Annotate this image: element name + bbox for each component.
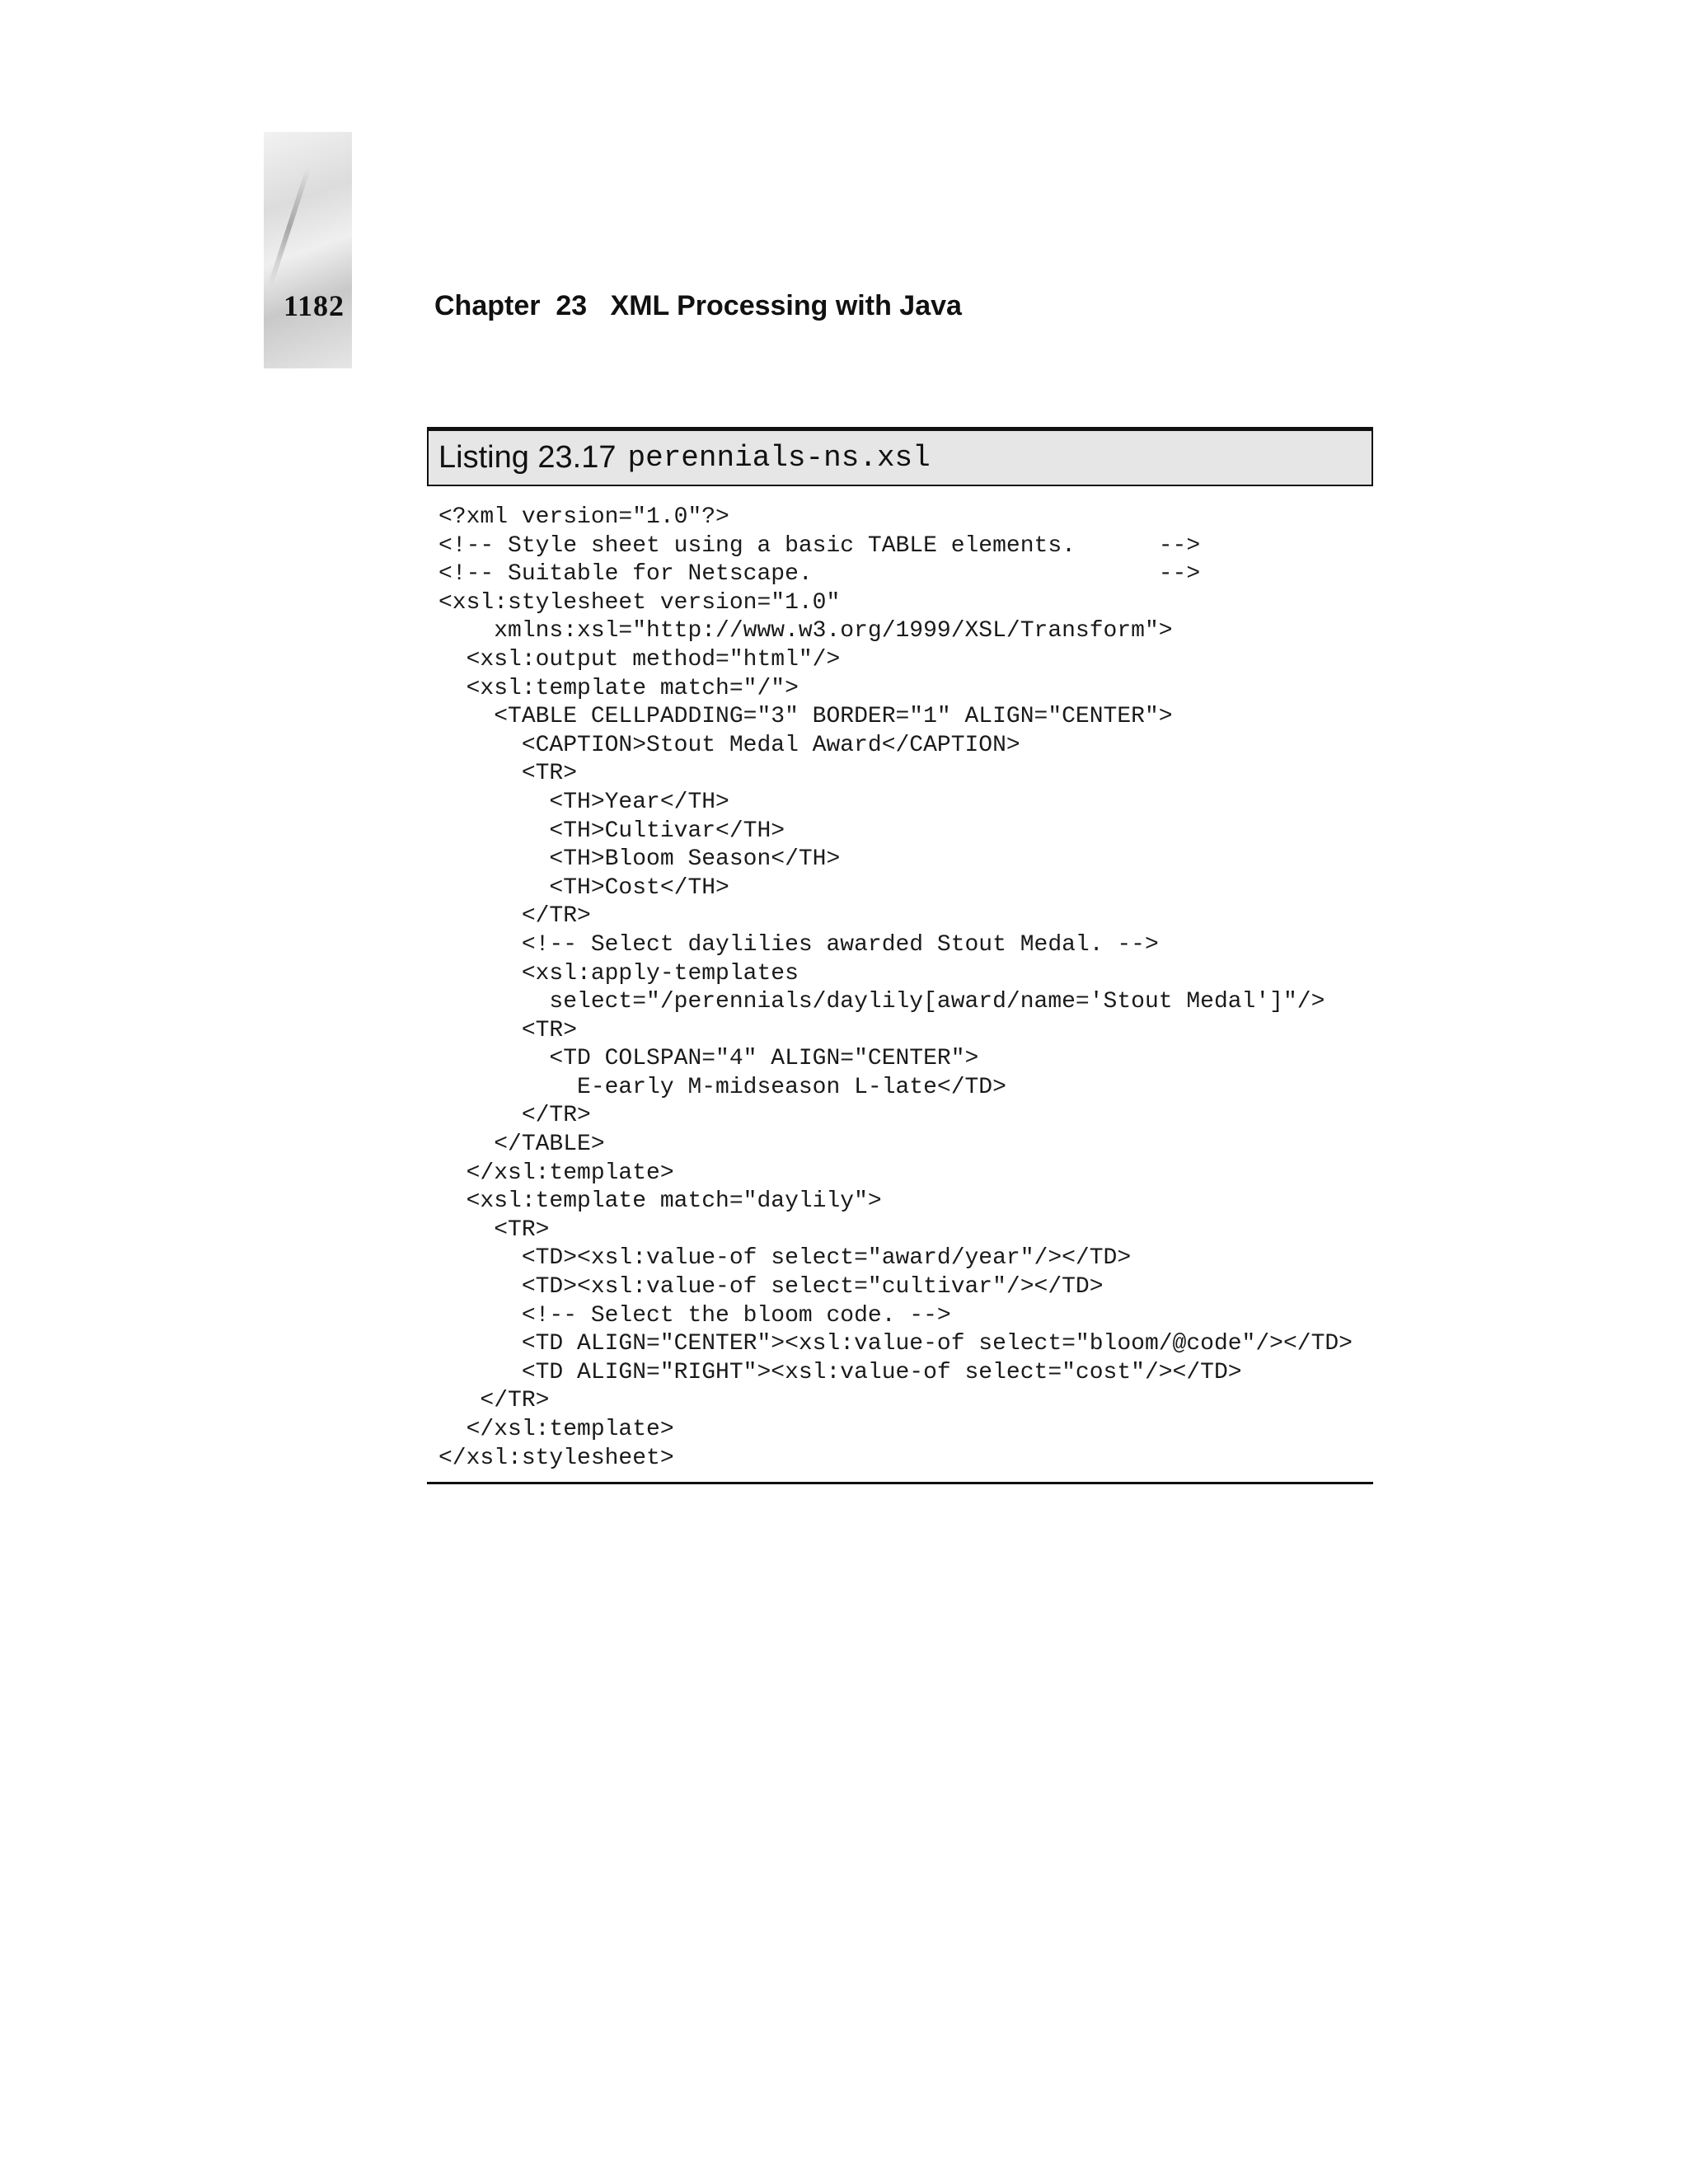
- code-line: </xsl:template>: [438, 1160, 674, 1186]
- code-line: <TABLE CELLPADDING="3" BORDER="1" ALIGN="CENTER">: [438, 704, 1173, 730]
- code-line: <xsl:stylesheet version="1.0": [438, 589, 841, 616]
- code-line: <xsl:output method="html"/>: [438, 646, 841, 673]
- code-line: <!-- Suitable for Netscape. -->: [438, 561, 1201, 588]
- code-listing: [438, 504, 1353, 1473]
- listing-bottom-rule: [427, 1482, 1373, 1484]
- code-line: E-early M-midseason L-late</TD>: [438, 1074, 1006, 1100]
- code-line: <xsl:template match="daylily">: [438, 1188, 882, 1215]
- code-line: <TH>Year</TH>: [438, 789, 729, 815]
- code-line: <TR>: [438, 1017, 578, 1043]
- code-line: <TD ALIGN="RIGHT"><xsl:value-of select="cost"/></TD>: [438, 1359, 1242, 1385]
- code-line: <TR>: [438, 761, 578, 787]
- code-line: <TD><xsl:value-of select="cultivar"/></TD>: [438, 1274, 1104, 1301]
- page-edge-thumb-tab: [264, 132, 352, 368]
- code-line: xmlns:xsl="http://www.w3.org/1999/XSL/Transform">: [438, 618, 1173, 644]
- code-line: <xsl:apply-templates: [438, 960, 799, 987]
- code-line: <!-- Select daylilies awarded Stout Medal. -->: [438, 931, 1159, 958]
- listing-filename: perennials-ns.xsl: [627, 441, 931, 475]
- code-line: <xsl:template match="/">: [438, 675, 799, 701]
- code-line: <CAPTION>Stout Medal Award</CAPTION>: [438, 732, 1020, 758]
- code-line: </TR>: [438, 1388, 550, 1414]
- marble-streak: [268, 167, 311, 287]
- code-line: <TD COLSPAN="4" ALIGN="CENTER">: [438, 1046, 979, 1072]
- code-line: <TH>Bloom Season</TH>: [438, 846, 841, 873]
- code-line: <!-- Style sheet using a basic TABLE elements. -->: [438, 532, 1201, 559]
- code-line: </TR>: [438, 1103, 591, 1129]
- listing-header: [427, 427, 1373, 486]
- listing-label: Listing 23.17: [438, 440, 617, 475]
- running-head: Chapter 23 XML Processing with Java: [434, 290, 962, 321]
- code-line: <?xml version="1.0"?>: [438, 504, 729, 530]
- code-line: </TR>: [438, 903, 591, 930]
- code-line: <TD><xsl:value-of select="award/year"/></TD>: [438, 1245, 1132, 1272]
- code-line: <TH>Cost</TH>: [438, 874, 729, 901]
- code-line: select="/perennials/daylily[award/name='Stout Medal']"/>: [438, 989, 1325, 1015]
- code-line: <!-- Select the bloom code. -->: [438, 1302, 951, 1329]
- code-line: <TR>: [438, 1216, 550, 1243]
- code-line: </xsl:stylesheet>: [438, 1445, 674, 1471]
- code-line: <TD ALIGN="CENTER"><xsl:value-of select="bloom/@code"/></TD>: [438, 1331, 1353, 1357]
- code-line: <TH>Cultivar</TH>: [438, 818, 785, 844]
- code-line: </TABLE>: [438, 1132, 605, 1158]
- page-number: 1182: [284, 289, 345, 322]
- code-line: </xsl:template>: [438, 1417, 674, 1442]
